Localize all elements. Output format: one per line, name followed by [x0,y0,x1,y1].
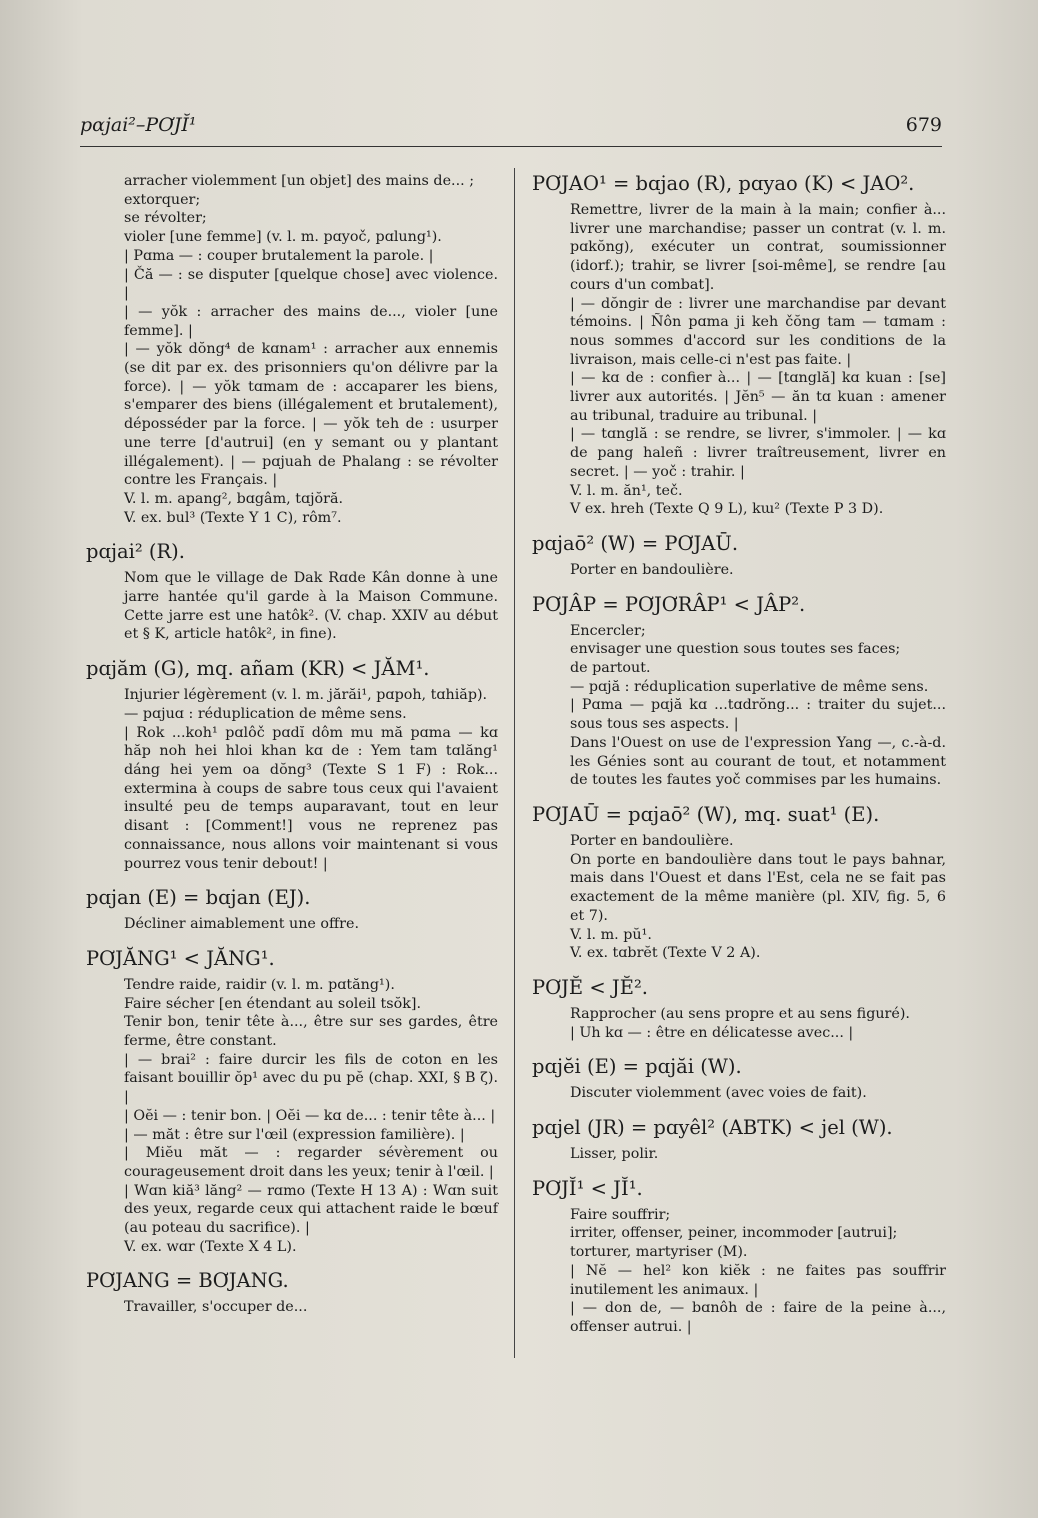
entry-text: Encercler; [570,622,646,639]
entry-text: Porter en bandoulière. [570,561,734,578]
entry-pojap [532,593,946,790]
running-head: pɑjai²–PƠJĬ¹ [80,114,197,136]
entry-text: | Pɑma — : couper brutalement la parole. | [124,247,434,264]
headword: pɑjel (JR) = pɑyêl² (ABTK) < jel (W). [532,1116,893,1140]
entry-text: | Miĕu măt — : regarder sévèrement ou courageusement droit dans les yeux; tenir à l'œil. | [124,1145,498,1180]
entry-text: irriter, offenser, peiner, incommoder [autrui]; [570,1225,898,1242]
headword: PƠJANG = BƠJANG. [86,1269,289,1293]
entry-text: | Oĕi — : tenir bon. | Oĕi — kɑ de... : tenir tête à... | [124,1107,496,1124]
entry-text: violer [une femme] (v. l. m. pɑyoč, pɑlung¹). [124,229,442,246]
entry-text: V. ex. wɑr (Texte X 4 L). [124,1238,297,1255]
headword: pɑjan (E) = bɑjan (EJ). [86,886,311,910]
entry-text: | Nĕ — hel² kon kiĕk : ne faites pas souffrir inutilement les animaux. | [570,1262,946,1298]
entry-text: | — kɑ de : confier à... | — [tɑnglă] kɑ kuan : [se] livrer aux autorités. | Jĕn⁵ — ăn tɑ kuan : amener au tribunal, traduire au tribunal. | [570,370,946,424]
entry-text: extorquer; [124,191,201,208]
headword: PƠJĔ < JĔ². [532,975,648,999]
entry-text: V ex. hreh (Texte Q 9 L), kɯ² (Texte P 3 D). [570,501,884,518]
entry-text: V. ex. tɑbrĕt (Texte V 2 A). [570,945,761,962]
entry-text: — pɑjă : réduplication superlative de même sens. [570,678,929,695]
entry-pojel [532,1116,946,1164]
entry-text: | Wɑn kiă³ lăng² — rɑmo (Texte H 13 A) : Wɑn suit des yeux, regarde ceux qui attachent raide le bœuf (au poteau du sacrifice). | [124,1182,498,1237]
entry-pojao1 [532,172,946,519]
entry-poje [532,976,946,1042]
entry-pojang [86,1269,498,1317]
entry-text: Discuter violemment (avec voies de fait). [570,1085,867,1102]
entry-pojao2 [532,532,946,580]
entry-pojei [532,1055,946,1103]
headword: PƠJÂP = PƠJƠRÂP¹ < JÂP². [532,592,806,616]
entry-text: Rapprocher (au sens propre et au sens figuré). [570,1005,910,1022]
headword: pɑjăm (G), mq. añam (KR) < JĂM¹. [86,657,430,681]
entry-text: se révolter; [124,210,207,227]
page-number: 679 [905,114,942,136]
entry-pojan [86,886,498,934]
entry-text: V. ex. bul³ (Texte Y 1 C), rôm⁷. [124,509,342,526]
entry-text: arracher violemment [un objet] des mains de... ; [124,173,475,189]
entry-text: Lisser, polir. [570,1146,659,1163]
headword: pɑjai² (R). [86,540,185,564]
entry-pojai2 [86,540,498,644]
entry-text: | — brai² : faire durcir les fils de coton en les faisant bouillir ŏp¹ avec du pu pĕ (chap. XXI, § B ζ). | [124,1051,498,1106]
entry-text: | — yŏk dŏng⁴ de kɑnam¹ : arracher aux ennemis (se dit par ex. des prisonniers qu'on délivre par la force). | — yŏk tɑmam de : accaparer les biens, s'emparer des biens (illégalement et brutalement), déposséder par la force. | — yŏk teh de : usurper une terre [d'autrui] (en y semant ou y plantant illégalement). | — pɑjuah de Phalang : se révolter contre les Français. | [124,341,498,489]
entry-text: Faire sécher [en étendant au soleil tsŏk]. [124,995,421,1012]
entry-text: Tendre raide, raidir (v. l. m. pɑtăng¹). [124,976,395,993]
entry-text: Travailler, s'occuper de... [124,1299,308,1316]
entry-text: V. l. m. ăn¹, teč. [570,482,683,499]
entry-text: Tenir bon, tenir tête à..., être sur ses gardes, être ferme, être constant. [124,1014,498,1050]
entry-text: | — măt : être sur l'œil (expression familière). | [124,1126,465,1143]
entry-text: | Uh kɑ — : être en délicatesse avec... | [570,1024,854,1041]
headword: pɑjaō² (W) = PƠJAŪ. [532,531,739,555]
entry-text: V. l. m. apang², bɑgâm, tɑjŏră. [124,490,344,507]
entry-text: — pɑjuɑ : réduplication de même sens. [124,705,407,722]
left-column [86,172,498,1330]
entry-text: Décliner aimablement une offre. [124,916,360,933]
entry-text: de partout. [570,660,651,677]
entry-text: | — yŏk : arracher des mains de..., violer [une femme]. | [124,303,498,339]
entry-text: Remettre, livrer de la main à la main; confier à... livrer une marchandise; passer un contrat (v. l. m. pɑkŏng), exécuter un contrat, soumissionner (idorf.); trahir, se livrer [soi-même], se rendre [au cours d'un combat]. [570,202,946,293]
entry-pojang1 [86,947,498,1257]
entry-text: V. l. m. pŭ¹. [570,926,652,943]
headword: PƠJĬ¹ < JĬ¹. [532,1176,643,1200]
entry-text: Faire souffrir; [570,1206,671,1223]
entry-text: | — don de, — bɑnôh de : faire de la peine à..., offenser autrui. | [570,1300,946,1335]
entry-text: Injurier légèrement (v. l. m. jărăi¹, pɑpoh, tɑhiăp). [124,687,488,704]
entry-text: Nom que le village de Dak Rɑde Kân donne à une jarre hantée qu'il garde à la Maison Commune. Cette jarre est une hatôk². (V. chap. XXIV au début et § K, article hatôk², in fine). [124,570,498,643]
entry-text: On porte en bandoulière dans tout le pays bahnar, mais dans l'Ouest et dans l'Est, cela ne se fait pas exactement de la même manière (pl. XIV, fig. 5, 6 et 7). [570,851,946,924]
entry-text: | Pɑma — pɑjă kɑ ...tɑdrŏng... : traiter du sujet... sous tous ses aspects. | [570,697,946,733]
entry-text: | — tɑnglă : se rendre, se livrer, s'immoler. | — kɑ de pang haleñ : livrer traîtreusement, livrer en secret. | — yoč : trahir. | [570,426,946,480]
entry-text: torturer, martyriser (M). [570,1244,748,1261]
entry-text: Dans l'Ouest on use de l'expression Yang —, c.-à-d. les Génies sont au courant de tout, et notamment de toutes les fautes yoč commises par les humains. [570,734,946,789]
entry-text: | Rok ...koh¹ pɑlôč pɑdĭ dôm mu mă pɑma — kɑ hăp noh hei hloi khan kɑ de : Yem tam tɑlăng¹ dáng hei yem oa dŏng³ (Texte S 1 F) : Rok... extermina à coups de sabre tous ceux qui l'avaient insulté peu de temps auparavant, tout en leur disant : [Comment!] vous ne reprenez pas connaissance, nous allons voir maintenant si vous pourrez vous tenir debout! | [124,724,498,872]
headword: PƠJAŪ = pɑjaō² (W), mq. suat¹ (E). [532,802,880,826]
entry-text: | — dŏngir de : livrer une marchandise par devant témoins. | Ñôn pɑma ji keh čŏng tam — tɑmam : nous sommes d'accord sur les conditions de la livraison, mais celle-ci n'est pas faite. | [570,295,946,368]
entry-text: envisager une question sous toutes ses faces; [570,641,901,658]
entry-text: Porter en bandoulière. [570,832,734,849]
headword: PƠJĂNG¹ < JĂNG¹. [86,946,275,970]
entry-continued [86,172,498,527]
right-column [532,172,946,1350]
page-header [80,114,942,142]
entry-text: | Čă — : se disputer [quelque chose] avec violence. | [124,266,498,302]
entry-pojau [532,803,946,963]
column-divider [514,168,515,1358]
entry-poji1 [532,1177,946,1337]
entry-pojam [86,657,498,873]
header-rule [80,146,942,147]
headword: pɑjĕi (E) = pɑjăi (W). [532,1055,742,1079]
headword: PƠJAO¹ = bɑjao (R), pɑyao (K) < JAO². [532,172,915,195]
